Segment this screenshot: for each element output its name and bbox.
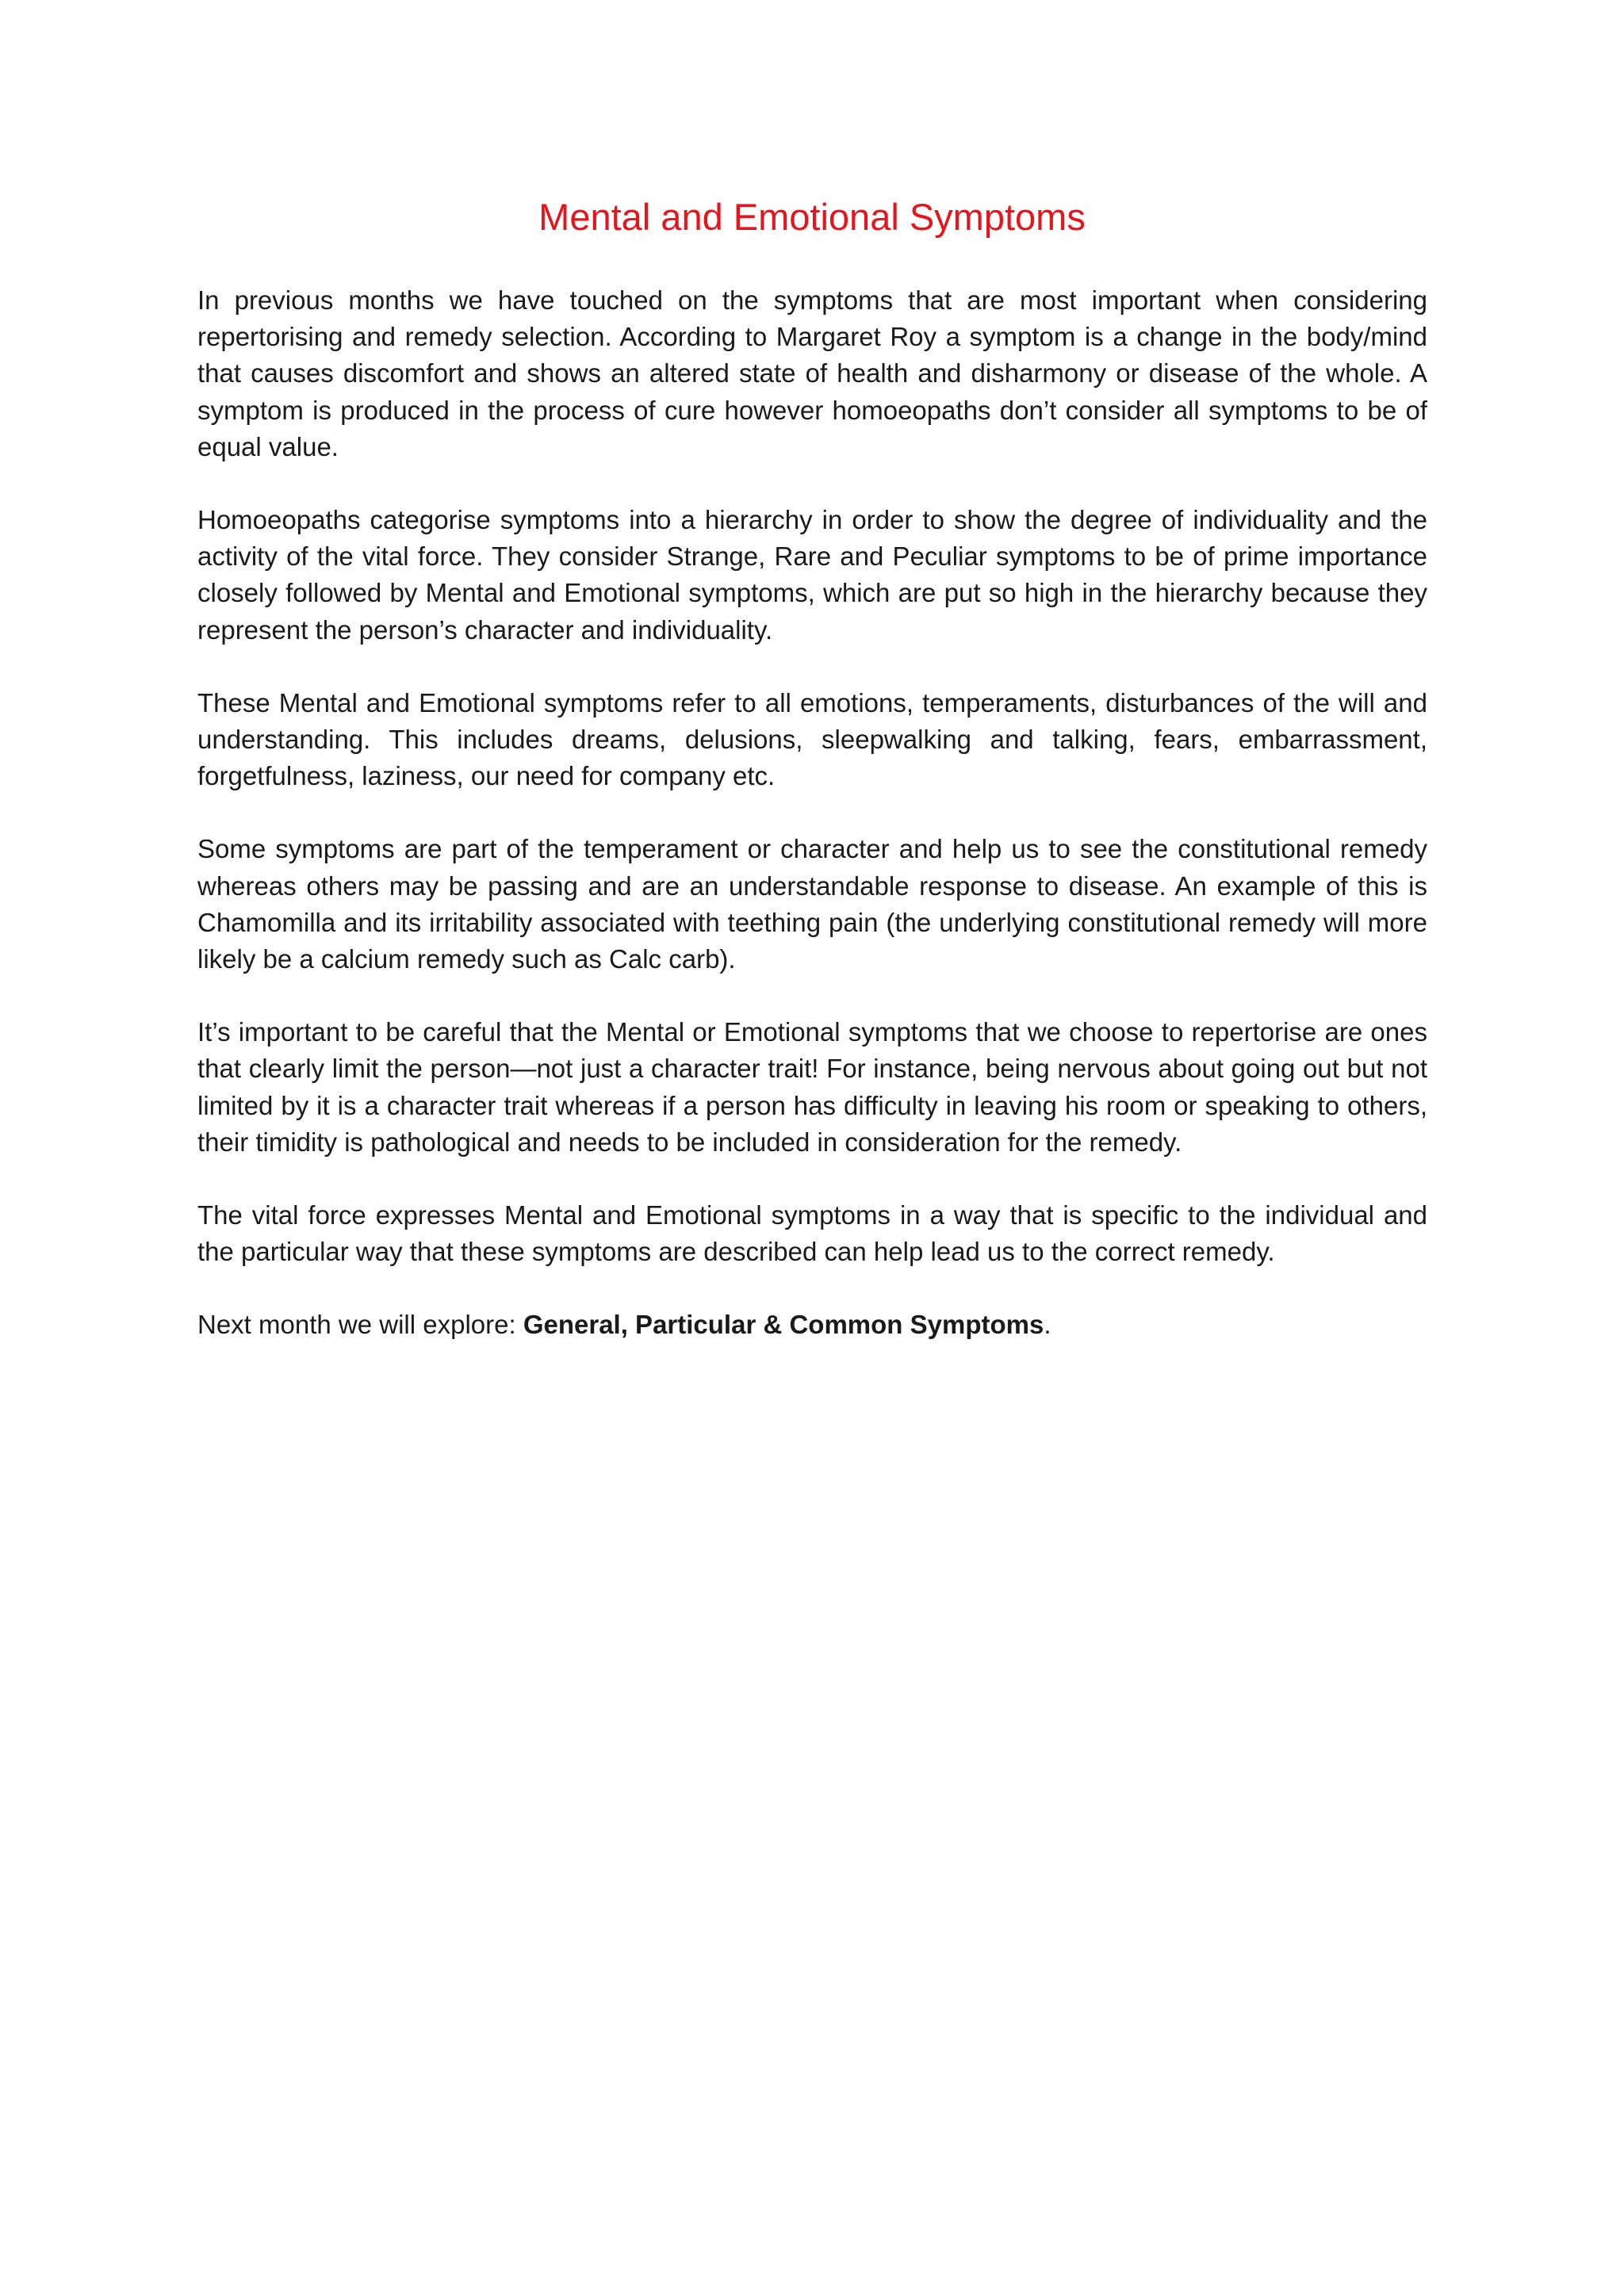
next-month-suffix: . — [1044, 1310, 1051, 1340]
next-month-note — [197, 1307, 1427, 1343]
paragraph-temperament: Some symptoms are part of the temperament or character and help us to see the constitutional remedy whereas others may be passing and are an understandable response to disease. An example of this is Chamomilla and its irritability associated with teething pain (the underlying constitutional remedy will more likely be a calcium remedy such as Calc carb). — [197, 834, 1427, 974]
next-month-prefix: Next month we will explore: — [197, 1310, 523, 1340]
next-month-topic: General, Particular & Common Symptoms — [523, 1310, 1044, 1340]
page-title: Mental and Emotional Symptoms — [538, 196, 1086, 238]
paragraph-definition: These Mental and Emotional symptoms refer to all emotions, temperaments, disturbances of the will and understanding. This includes dreams, delusions, sleepwalking and talking, fears, embarrassment, forgetfulness, laziness, our need for company etc. — [197, 687, 1427, 791]
paragraph-repertorise: It’s important to be careful that the Mental or Emotional symptoms that we choose to repertorise are ones that clearly limit the person—not just a character trait! For instance, being nervous about going out but not limited by it is a character trait whereas if a person has difficulty in leaving his room or speaking to others, their timidity is pathological and needs to be included in consideration for the remedy. — [197, 1017, 1427, 1157]
paragraph-vital-force: The vital force expresses Mental and Emotional symptoms in a way that is specific to the individual and the particular way that these symptoms are described can help lead us to the correct remedy. — [197, 1200, 1427, 1267]
article-body — [197, 282, 1427, 1344]
paragraph-hierarchy: Homoeopaths categorise symptoms into a hierarchy in order to show the degree of individuality and the activity of the vital force. They consider Strange, Rare and Peculiar symptoms to be of prime importance closely followed by Mental and Emotional symptoms, which are put so high in the hierarchy because they represent the person’s character and individuality. — [197, 505, 1427, 645]
paragraph-intro: In previous months we have touched on the symptoms that are most important when considering repertorising and remedy selection. According to Margaret Roy a symptom is a change in the body/mind that causes discomfort and shows an altered state of health and disharmony or disease of the whole. A symptom is produced in the process of cure however homoeopaths don’t consider all symptoms to be of equal value. — [197, 285, 1427, 461]
